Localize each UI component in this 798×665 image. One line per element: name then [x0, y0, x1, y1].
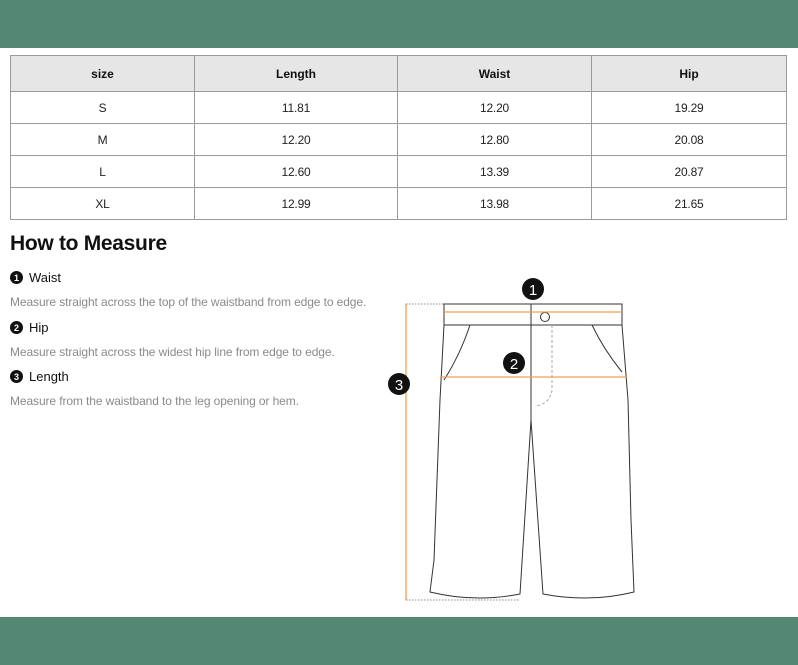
step-number-badge: 3 — [10, 370, 23, 383]
svg-text:2: 2 — [509, 356, 519, 373]
shorts-illustration — [430, 304, 634, 598]
table-cell: 12.20 — [398, 92, 592, 124]
column-header-waist: Waist — [398, 56, 592, 92]
size-chart-table — [10, 55, 787, 220]
table-cell: 11.81 — [195, 92, 398, 124]
table-cell: 12.80 — [398, 124, 592, 156]
step-number-badge: 1 — [10, 271, 23, 284]
marker-3 — [388, 373, 410, 395]
table-cell: 20.87 — [592, 156, 787, 188]
table-header-row — [11, 56, 787, 92]
step-description: Measure straight across the top of the waistband from edge to edge. — [10, 295, 367, 309]
step-label: Length — [29, 369, 69, 384]
table-row — [11, 156, 787, 188]
marker-2 — [503, 352, 525, 374]
table-cell: 21.65 — [592, 188, 787, 220]
table-cell: 12.60 — [195, 156, 398, 188]
how-to-measure-title: How to Measure — [10, 232, 167, 255]
step-description: Measure straight across the widest hip line from edge to edge. — [10, 345, 335, 359]
table-row — [11, 124, 787, 156]
table-cell: XL — [11, 188, 195, 220]
table-cell: 20.08 — [592, 124, 787, 156]
svg-text:1: 1 — [528, 282, 538, 299]
table-cell: 12.99 — [195, 188, 398, 220]
shorts-measurement-diagram — [380, 270, 650, 610]
table-row — [11, 92, 787, 124]
table-cell: S — [11, 92, 195, 124]
table-cell: 19.29 — [592, 92, 787, 124]
table-cell: M — [11, 124, 195, 156]
table-row — [11, 188, 787, 220]
step-waist — [10, 270, 61, 285]
table-cell: 13.98 — [398, 188, 592, 220]
step-label: Waist — [29, 270, 62, 285]
table-cell: 12.20 — [195, 124, 398, 156]
step-number-badge: 2 — [10, 321, 23, 334]
step-description: Measure from the waistband to the leg opening or hem. — [10, 394, 299, 408]
table-cell: L — [11, 156, 195, 188]
column-header-hip: Hip — [592, 56, 787, 92]
column-header-length: Length — [195, 56, 398, 92]
bottom-banner — [0, 617, 798, 665]
table-cell: 13.39 — [398, 156, 592, 188]
marker-1 — [522, 278, 544, 300]
top-banner — [0, 0, 798, 48]
column-header-size: size — [11, 56, 195, 92]
step-length — [10, 369, 69, 384]
step-label: Hip — [29, 320, 49, 335]
svg-text:3: 3 — [394, 377, 404, 394]
step-hip — [10, 320, 49, 335]
